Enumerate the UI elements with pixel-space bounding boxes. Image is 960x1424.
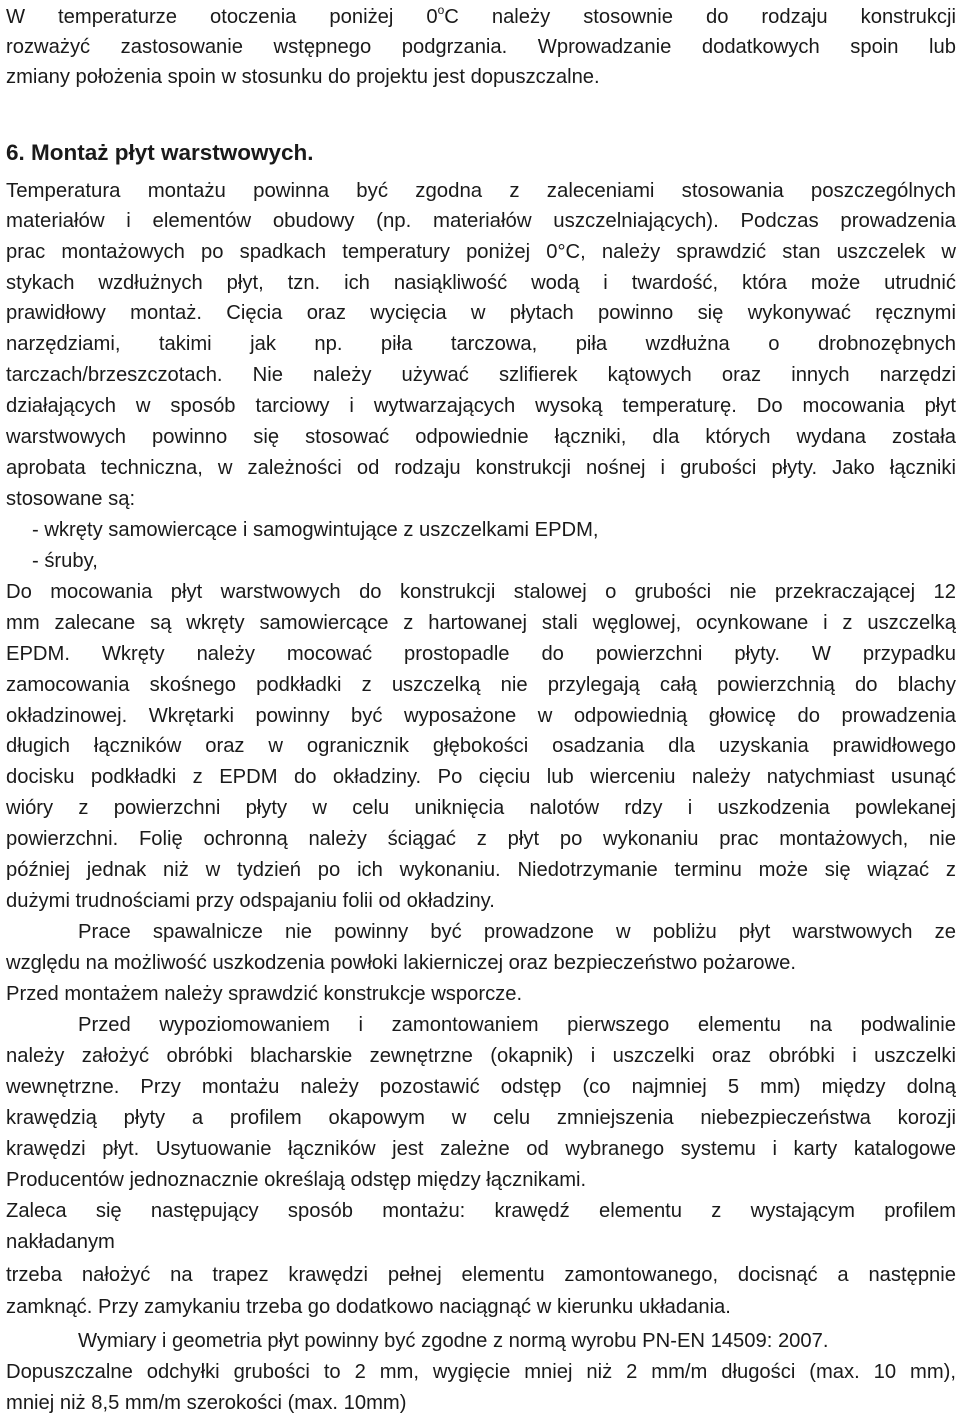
paragraph-first-line: Przed wypoziomowaniem i zamontowaniem pierwszego elementu na podwalinie: [78, 1014, 956, 1036]
list-item: - śruby,: [32, 550, 98, 572]
paragraph-line: powierzchni. Folię ochronną należy ściągać z płyt po wykonaniu prac montażowych, nie: [6, 828, 956, 850]
text-segment: W temperaturze otoczenia poniżej 0: [6, 6, 438, 28]
paragraph-line: wewnętrzne. Przy montażu należy pozostawić odstęp (co najmniej 5 mm) między dolną: [6, 1076, 956, 1098]
paragraph-line: Zaleca się następujący sposób montażu: krawędź elementu z wystającym profilem: [6, 1200, 956, 1222]
paragraph-line: Temperatura montażu powinna być zgodna z zaleceniami stosowania poszczególnych: [6, 180, 956, 202]
paragraph-line: działających w sposób tarciowy i wytwarzających wysoką temperaturę. Do mocowania płyt: [6, 395, 956, 417]
paragraph-line: rozważyć zastosowanie wstępnego podgrzania. Wprowadzanie dodatkowych spoin lub: [6, 36, 956, 58]
paragraph-line: zmiany położenia spoin w stosunku do projektu jest dopuszczalne.: [6, 66, 600, 88]
paragraph-line: względu na możliwość uszkodzenia powłoki lakierniczej oraz bezpieczeństwo pożarowe.: [6, 952, 796, 974]
paragraph-line: stosowane są:: [6, 488, 136, 510]
paragraph-line: Producentów jednoznacznie określają odstęp między łącznikami.: [6, 1169, 587, 1191]
paragraph-line: stykach wzdłużnych płyt, tzn. ich nasiąkliwość wodą i twardość, która może utrudnić: [6, 272, 956, 294]
paragraph-line: trzeba nałożyć na trapez krawędzi pełnej elementu zamontowanego, docisnąć a następnie: [6, 1264, 956, 1286]
degree-superscript: o: [437, 3, 445, 17]
paragraph-line: EPDM. Wkręty należy mocować prostopadle do powierzchni płyty. W przypadku: [6, 643, 956, 665]
paragraph-line: aprobata techniczna, w zależności od rodzaju konstrukcji nośnej i grubości płyty. Jako łączniki: [6, 457, 956, 479]
paragraph-line: mniej niż 8,5 mm/m szerokości (max. 10mm): [6, 1392, 407, 1414]
paragraph-line: Przed montażem należy sprawdzić konstrukcje wsporcze.: [6, 983, 523, 1005]
paragraph-line: krawędzią płyty a profilem okapowym w celu zmniejszenia niebezpieczeństwa korozji: [6, 1107, 956, 1129]
paragraph-line: Dopuszczalne odchyłki grubości to 2 mm, wygięcie mniej niż 2 mm/m długości (max. 10 mm),: [6, 1361, 956, 1383]
paragraph-line: warstwowych powinno się stosować odpowiednie łączniki, dla których wydana została: [6, 426, 956, 448]
paragraph-line: należy założyć obróbki blacharskie zewnętrzne (okapnik) i uszczelki oraz obróbki i uszczelki: [6, 1045, 956, 1067]
list-item: - wkręty samowiercące i samogwintujące z uszczelkami EPDM,: [32, 519, 599, 541]
paragraph-line: krawędzi płyt. Usytuowanie łączników jest zależne od wybranego systemu i karty katalogowe: [6, 1138, 956, 1160]
paragraph-line: prawidłowy montaż. Cięcia oraz wycięcia w płytach powinno się wykonywać ręcznymi: [6, 302, 956, 324]
paragraph-line: dużymi trudnościami przy odspajaniu folii od okładziny.: [6, 890, 495, 912]
paragraph-line: okładzinowej. Wkrętarki powinny być wyposażone w odpowiednią głowicę do prowadzenia: [6, 705, 956, 727]
paragraph-first-line: Prace spawalnicze nie powinny być prowadzone w pobliżu płyt warstwowych ze: [78, 921, 956, 943]
paragraph-line: mm zalecane są wkręty samowiercące z hartowanej stali węglowej, ocynkowane i z uszczelką: [6, 612, 956, 634]
paragraph-line: prac montażowych po spadkach temperatury poniżej 0°C, należy sprawdzić stan uszczelek w: [6, 241, 956, 263]
paragraph-line: materiałów i elementów obudowy (np. materiałów uszczelniających). Podczas prowadzenia: [6, 210, 956, 232]
paragraph-line: nakładanym: [6, 1231, 115, 1253]
paragraph-line: [6, 2, 956, 32]
paragraph-line: później jednak niż w tydzień po ich wykonaniu. Niedotrzymanie terminu może się wiązać z: [6, 859, 956, 881]
paragraph-line: zamocowania skośnego podkładki z uszczelką nie przylegają całą powierzchnią do blachy: [6, 674, 956, 696]
paragraph-line: narzędziami, takimi jak np. piła tarczowa, piła wzdłużna o drobnozębnych: [6, 333, 956, 355]
paragraph-line: zamknąć. Przy zamykaniu trzeba go dodatkowo naciągnąć w kierunku układania.: [6, 1296, 731, 1318]
paragraph-line: tarczach/brzeszczotach. Nie należy używać szlifierek kątowych oraz innych narzędzi: [6, 364, 956, 386]
paragraph-line: wióry z powierzchni płyty w celu uniknięcia nalotów rdzy i uszkodzenia powlekanej: [6, 797, 956, 819]
text-segment: C należy stosownie do rodzaju konstrukcji: [444, 6, 956, 28]
paragraph-first-line: Wymiary i geometria płyt powinny być zgodne z normą wyrobu PN-EN 14509: 2007.: [78, 1330, 829, 1352]
section-heading: 6. Montaż płyt warstwowych.: [6, 140, 314, 165]
paragraph-line: Do mocowania płyt warstwowych do konstrukcji stalowej o grubości nie przekraczającej 12: [6, 581, 956, 603]
paragraph-line: długich łączników oraz w ogranicznik głębokości osadzania dla uzyskania prawidłowego: [6, 735, 956, 757]
paragraph-line: docisku podkładki z EPDM do okładziny. Po cięciu lub wierceniu należy natychmiast usunąć: [6, 766, 956, 788]
